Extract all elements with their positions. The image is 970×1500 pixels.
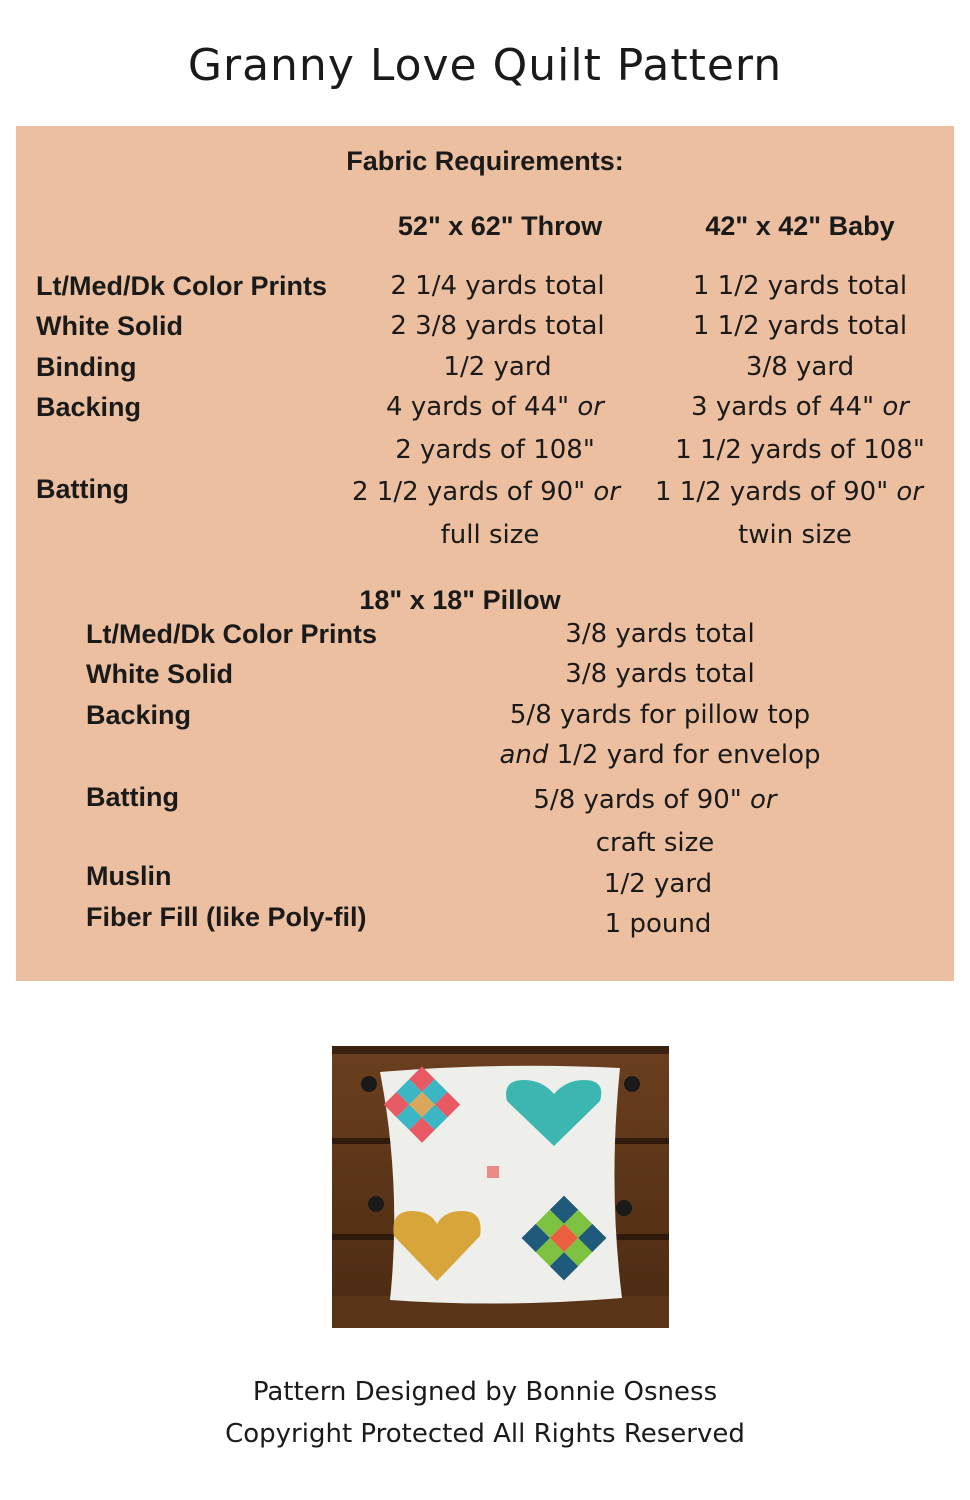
pillow-value: 3/8 yards total [565,619,755,649]
throw-value-line2: 2 yards of 108" [395,435,595,465]
or-text: or [882,392,909,422]
pillow-label-backing: Backing [86,700,192,730]
and-text: and [499,740,549,770]
pillow-label-color-prints: Lt/Med/Dk Color Prints [86,619,378,649]
baby-value: 1 1/2 yards total [692,311,908,341]
baby-value-line2: 1 1/2 yards of 108" [675,435,925,465]
pillow-value-line2: craft size [595,828,715,858]
pillow-label-white-solid: White Solid [86,659,233,689]
pillow-value-line2 [470,739,850,771]
pillow-photo-illustration [332,1046,669,1328]
row-label-color-prints: Lt/Med/Dk Color Prints [36,271,328,301]
throw-value-line2: full size [440,520,540,550]
throw-value-text: 4 yards of 44" [386,392,570,422]
or-text: or [593,477,621,507]
requirements-heading: Fabric Requirements: [346,146,624,176]
page-title: Granny Love Quilt Pattern [187,40,783,91]
pillow-value-line2-text: 1/2 yard for envelop [556,740,821,770]
baby-value-line2: twin size [738,520,852,550]
pillow-label-muslin: Muslin [86,861,172,891]
throw-column-header: 52" x 62" Throw [397,211,603,241]
throw-value [352,476,620,508]
or-text: or [896,477,924,507]
baby-column-header: 42" x 42" Baby [705,211,895,241]
fabric-requirements-panel [16,126,954,981]
pillow-value: 1 pound [604,909,712,939]
throw-value: 2 3/8 yards total [390,311,605,341]
baby-value [645,391,955,423]
baby-value: 3/8 yard [745,352,855,382]
designer-credit: Pattern Designed by Bonnie Osness [252,1377,718,1407]
copyright-notice: Copyright Protected All Rights Reserved [225,1419,745,1449]
row-label-white-solid: White Solid [36,311,183,341]
pillow-heading: 18" x 18" Pillow [359,585,561,615]
or-text: or [750,785,777,815]
pillow-label-batting: Batting [86,782,179,812]
throw-value [340,391,650,423]
row-label-backing: Backing [36,392,142,422]
pillow-value-text: 5/8 yards of 90" [533,785,742,815]
baby-value-text: 1 1/2 yards of 90" [655,477,889,507]
throw-value: 2 1/4 yards total [390,271,605,301]
throw-value: 1/2 yard [443,352,552,382]
baby-value: 1 1/2 yards total [692,271,908,301]
pillow-value: 1/2 yard [603,869,713,899]
baby-value [655,476,923,508]
row-label-binding: Binding [36,352,137,382]
throw-value-text: 2 1/2 yards of 90" [352,477,586,507]
baby-value-text: 3 yards of 44" [691,392,875,422]
pillow-label-fiber-fill: Fiber Fill (like Poly-fil) [86,902,367,932]
pillow-value: 5/8 yards for pillow top [509,700,811,730]
or-text: or [577,392,604,422]
pillow-value [490,784,820,816]
pillow-photo [332,1046,669,1328]
row-label-batting: Batting [36,474,129,504]
pillow-value: 3/8 yards total [565,659,755,689]
